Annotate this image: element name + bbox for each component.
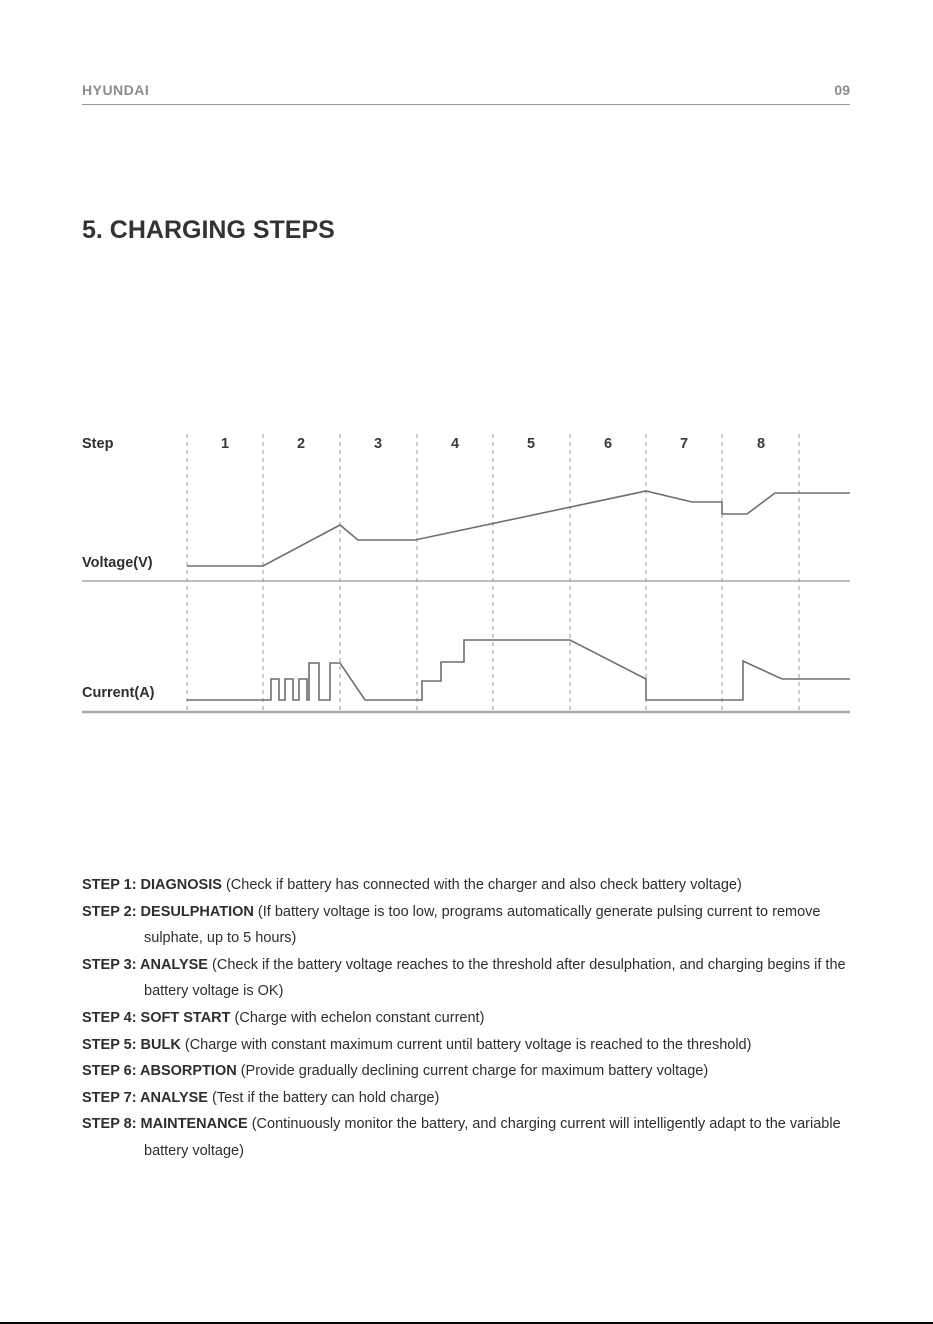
step-description: (Test if the battery can hold charge)	[207, 1089, 440, 1106]
step-label: STEP 1: DIAGNOSIS	[82, 877, 222, 893]
step-item	[82, 1032, 872, 1059]
current-trace	[187, 640, 850, 700]
step-description: (Check if the battery voltage reaches to the threshold after desulphation, and charging begins if the battery voltage is OK)	[144, 956, 846, 1000]
step-item	[82, 899, 872, 952]
section-title: 5. CHARGING STEPS	[82, 216, 335, 244]
step-description: (If battery voltage is too low, programs automatically generate pulsing current to remove sulphate, up to 5 hours)	[144, 903, 821, 947]
step-description: (Charge with echelon constant current)	[230, 1009, 485, 1026]
step-label: STEP 7: ANALYSE	[82, 1089, 208, 1106]
step-label: STEP 6: ABSORPTION	[82, 1063, 237, 1080]
current-row-label: Current(A)	[82, 685, 155, 701]
step-dividers	[187, 434, 799, 712]
step-row-label: Step	[82, 436, 114, 452]
page-number: 09	[834, 82, 850, 98]
step-number: 4	[450, 436, 460, 452]
step-item	[82, 1005, 872, 1032]
voltage-row-label: Voltage(V)	[82, 555, 153, 571]
step-item	[82, 1111, 872, 1164]
steps-list	[82, 872, 872, 1165]
step-number: 6	[603, 436, 613, 452]
step-label: STEP 5: BULK	[82, 1036, 181, 1053]
step-number: 3	[373, 436, 383, 452]
step-description: (Continuously monitor the battery, and charging current will intelligently adapt to the variable battery voltage)	[144, 1116, 841, 1159]
step-item	[82, 1085, 872, 1112]
step-item	[82, 872, 872, 899]
step-description: (Charge with constant maximum current until battery voltage is reached to the threshold)	[180, 1036, 752, 1053]
step-number: 1	[220, 436, 230, 452]
step-description: (Check if battery has connected with the charger and also check battery voltage)	[221, 877, 742, 893]
step-number: 8	[756, 436, 766, 452]
brand-name: HYUNDAI	[82, 82, 150, 98]
step-item	[82, 1058, 872, 1085]
step-label: STEP 2: DESULPHATION	[82, 903, 254, 920]
step-label: STEP 3: ANALYSE	[82, 956, 208, 973]
step-item	[82, 952, 872, 1005]
step-number: 5	[526, 436, 536, 452]
step-number: 2	[296, 436, 306, 452]
voltage-trace	[187, 491, 850, 566]
step-number: 7	[679, 436, 689, 452]
step-description: (Provide gradually declining current charge for maximum battery voltage)	[236, 1063, 709, 1080]
step-label: STEP 8: MAINTENANCE	[82, 1116, 248, 1133]
step-label: STEP 4: SOFT START	[82, 1009, 231, 1026]
